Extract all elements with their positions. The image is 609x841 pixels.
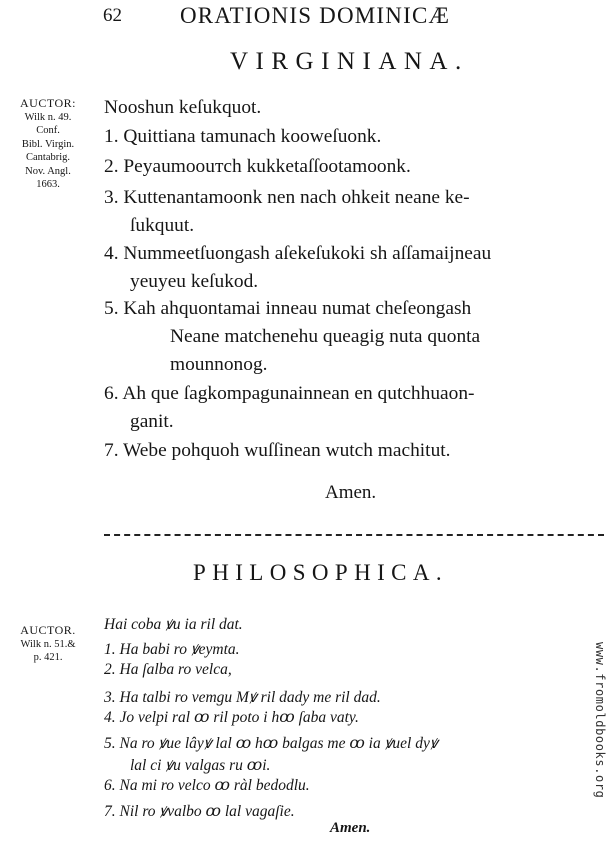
watermark: www.fromoldbooks.org bbox=[593, 642, 607, 799]
prayer-line: Nooshun keſukquot. bbox=[104, 97, 262, 118]
auctor-note-philosophica bbox=[4, 624, 92, 665]
prayer-line: 3. Ha talbi ro vemgu Mꝟ ril dady me ril dad. bbox=[104, 689, 381, 706]
prayer-line: 1. Quittiana tamunach kooweſuonk. bbox=[104, 126, 382, 147]
prayer-line: 7. Nil ro ꝟvalbo ꝏ lal vagaſie. bbox=[104, 803, 295, 820]
prayer-line: 4. Jo velpi ral ꝏ ril poto i hꝏ ſaba vaty. bbox=[104, 709, 359, 726]
prayer-line: 2. Ha ſalba ro velca, bbox=[104, 661, 232, 678]
prayer-line: mounnonog. bbox=[170, 354, 268, 375]
section-title-philosophica: PHILOSOPHICA. bbox=[193, 560, 449, 585]
prayer-line: 6. Na mi ro velco ꝏ ràl bedodlu. bbox=[104, 777, 310, 794]
auctor-label: AUCTOR: bbox=[20, 96, 76, 110]
prayer-line: Hai coba ꝟu ia ril dat. bbox=[104, 616, 243, 633]
page-number: 62 bbox=[103, 5, 122, 26]
section-divider bbox=[104, 534, 604, 536]
prayer-line: Neane matchenehu queagig nuta quonta bbox=[170, 326, 481, 347]
prayer-line: 2. Peyaumoouтch kukketaſſootamoonk. bbox=[104, 156, 411, 177]
auctor-line: Bibl. Virgin. bbox=[21, 138, 75, 150]
auctor-line: Cantabrig. bbox=[25, 152, 71, 163]
auctor-label: AUCTOR. bbox=[20, 623, 76, 637]
running-title: ORATIONIS DOMINICÆ bbox=[180, 3, 451, 28]
prayer-line: lal ci ꝟu valgas ru ꝏi. bbox=[130, 757, 271, 774]
prayer-line: 6. Ah que ſagkompagunainnean en qutchhuaon- bbox=[104, 383, 475, 404]
prayer-line: 5. Kah ahquontamai inneau numat cheſeongash bbox=[104, 298, 472, 319]
prayer-line: 4. Nummeetſuongash aſekeſukoki sh aſſamaijneau bbox=[104, 243, 492, 264]
auctor-note-virginiana bbox=[4, 97, 92, 192]
section-title-virginiana: VIRGINIANA. bbox=[230, 48, 469, 75]
prayer-line: 5. Na ro ꝟue lâyꝟ lal ꝏ hꝏ balgas me ꝏ ia ꝟuel dyꝟ bbox=[104, 735, 438, 752]
amen-virginiana: Amen. bbox=[325, 482, 377, 503]
prayer-line: 1. Ha babi ro ꝟeymta. bbox=[104, 641, 240, 658]
auctor-line: Conf. bbox=[36, 125, 60, 136]
auctor-line: Nov. Angl. bbox=[25, 165, 71, 177]
prayer-line: yeuyeu keſukod. bbox=[130, 271, 259, 292]
prayer-line: ſukquut. bbox=[130, 215, 195, 236]
auctor-line: Wilk n. 49. bbox=[24, 111, 72, 123]
prayer-line: 3. Kuttenantamoonk nen nach ohkeit neane ke- bbox=[104, 187, 470, 208]
auctor-line: Wilk n. 51.& bbox=[20, 638, 76, 650]
prayer-line: 7. Webe pohquoh wuſſinean wutch machitut. bbox=[104, 440, 451, 461]
amen-philosophica: Amen. bbox=[330, 820, 371, 836]
auctor-line: 1663. bbox=[36, 179, 60, 190]
auctor-line: p. 421. bbox=[33, 652, 63, 663]
prayer-line: ganit. bbox=[130, 411, 174, 432]
